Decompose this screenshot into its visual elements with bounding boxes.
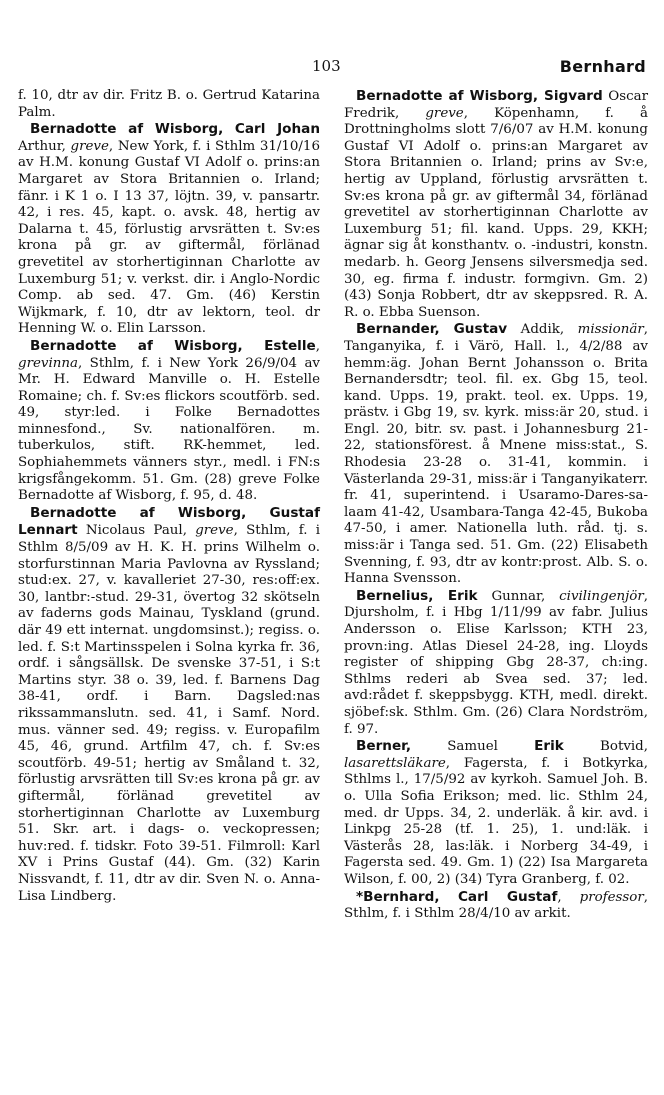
entry-text: , Köpenhamn, f. å Drottningholms slott 7/6/07 av H.M. konung Gustaf VI Adolf o. prins:an Margaret av Stora Britannien o. Irland; prins av Sv:e, hertig av Uppland, förlustig arvsrätten t. Sv:es krona på gr. av giftermål 34, förlänad grevetitel av storhertiginnan Charlotte av Luxemburg 51; fil. kand. Upps. 29, KKH; ägnar sig åt konsthantv. o. -industri, konstn. medarb. h. Georg Jensens silversmedja sed. 30, eg. firma f. industr. formgivn. Gm. 2) (43) Sonja Robbert, dtr av skeppsred. R. A. R. o. Ebba Suenson. xyxy=(344,105,648,320)
entry-given-names: , xyxy=(315,338,320,354)
entry-given-names: Addik, xyxy=(507,322,578,338)
entry-title: greve xyxy=(195,523,234,539)
biography-entry xyxy=(344,738,648,888)
biography-entry xyxy=(344,321,648,588)
entry-title: civilingenjör xyxy=(559,588,644,604)
entry-name-bold-given: Erik xyxy=(534,738,564,755)
biography-entry xyxy=(344,588,648,738)
left-column xyxy=(18,88,320,905)
entry-title: greve xyxy=(425,105,464,121)
entry-title: missionär xyxy=(577,322,644,338)
entry-title: greve xyxy=(70,138,109,154)
entry-text: , New York, f. i Sthlm 31/10/16 av H.M. konung Gustaf VI Adolf o. prins:an Margaret av Stora Britannien o. Irland; fänr. i K 1 o. I 13 37, löjtn. 39, v. pansartr. 42, i res. 45, kapt. o. avsk. 48, hertig av Dalarna t. 45, förlustig arvsrätten t. Sv:es krona på gr. av giftermål, förlänad grevetitel av storhertiginnan Charlotte av Luxemburg 51; v. verkst. dir. i Anglo-Nordic Comp. ab sed. 47. Gm. (46) Kerstin Wijkmark, f. 10, dtr av lektorn, teol. dr Henning W. o. Elin Larsson. xyxy=(18,138,320,337)
entry-given-names-2: Botvid, xyxy=(563,739,648,755)
running-head: Bernhard xyxy=(559,57,646,76)
entry-given-names: , xyxy=(557,889,580,905)
biography-entry xyxy=(344,889,648,923)
entry-given-names: Nicolaus Paul, xyxy=(77,523,196,539)
entry-text: , Fagersta, f. i Botkyrka, Sthlms l., 17/5/92 av kyrkoh. Samuel Joh. B. o. Ulla Sofia Erikson; med. lic. Sthlm 24, med. dr Upps. 34, 2. underläk. å kir. avd. i Linkpg 25-28 (tf. 1. 25), 1. und:läk. i Västerås 28, las:läk. i Norberg 34-49, i Fagersta sed. 49. Gm. 1) (22) Isa Margareta Wilson, f. 00, 2) (34) Tyra Granberg, f. 02. xyxy=(344,755,648,887)
entry-title: lasarettsläkare xyxy=(344,755,446,771)
page-number: 103 xyxy=(312,57,341,75)
entry-name: Bernadotte af Wisborg, Carl Johan xyxy=(30,121,320,138)
entry-name: Bernadotte af Wisborg, Gustaf Lennart xyxy=(18,504,320,539)
biography-entry xyxy=(18,121,320,338)
entry-text: , Djursholm, f. i Hbg 1/11/99 av fabr. Julius Andersson o. Elise Karlsson; KTH 23, provn:ing. Atlas Diesel 24-28, ing. Lloyds register of shipping Gbg 28-37, ch:ing. Sthlms rederi ab Svea sed. 37; led. avd:rådet f. skeppsbygg. KTH, medl. direkt. sjöbef:sk. Sthlm. Gm. (26) Clara Nordström, f. 97. xyxy=(344,588,648,737)
entry-name: Bernadotte af Wisborg, Estelle xyxy=(30,337,316,354)
entry-given-names: Arthur, xyxy=(18,138,71,154)
entry-text: , Sthlm, f. i New York 26/9/04 av Mr. H. Edward Manville o. H. Estelle Romaine; ch. f. Sv:es flickors scoutförb. sed. 49, styr:led. i Folke Bernadottes minnesfond., Sv. nationalfören. m. tuberkulos, stift. RK-hemmet, led. Sophiahemmets vänners styr., medl. i FN:s krigsfångekomm. 51. Gm. (28) greve Folke Bernadotte af Wisborg, f. 95, d. 48. xyxy=(18,355,320,504)
entry-name: Bernander, Gustav xyxy=(356,321,508,338)
entry-given-names: Samuel xyxy=(411,739,535,755)
entry-text: , Tanganyika, f. i Värö, Hall. l., 4/2/88 av hemm:äg. Johan Bernt Johansson o. Brita Bernandersdtr; teol. fil. ex. Gbg 15, teol. kand. Upps. 19, prakt. teol. ex. Upps. 19, prästv. i Gbg 19, sv. kyrk. miss:är 20, stud. i Engl. 20, bitr. sv. past. i Johannesburg 21-22, stationsförest. å Mnene miss:stat., S. Rhodesia 23-28 o. 31-41, kommin. i Västerlanda 29-31, miss:är i Tanganyikaterr. fr. 41, superintend. i Usaramo-Dares-sa-laam 41-42, Usambara-Tanga 42-45, Bukoba 47-50, i amer. Nationella luth. råd. tj. s. miss:är i Tanga sed. 51. Gm. (22) Elisabeth Svenning, f. 93, dtr av kontr:prost. Alb. S. o. Hanna Svensson. xyxy=(344,322,648,587)
entry-text: , Sthlm, f. i Sthlm 28/4/10 av arkit. xyxy=(344,889,649,922)
entry-text: f. 10, dtr av dir. Fritz B. o. Gertrud Katarina Palm. xyxy=(18,88,320,120)
entry-continuation xyxy=(18,88,320,121)
entry-name: Bernadotte af Wisborg, Sigvard xyxy=(356,88,603,104)
biography-entry xyxy=(18,338,320,505)
entry-title: grevinna xyxy=(18,355,78,371)
entry-name: *Bernhard, Carl Gustaf xyxy=(356,888,558,905)
right-column xyxy=(344,88,648,923)
entry-text: , Sthlm, f. i Sthlm 8/5/09 av H. K. H. prins Wilhelm o. storfurstinnan Maria Pavlovna av Ryssland; stud:ex. 27, v. kavalleriet 27-30, res:off:ex. 30, lantbr:-stud. 29-31, övertog 32 skötseln av faderns gods Mainau, Tyskland (grund. där 49 ett internat. ungdomsinst.); regiss. o. led. f. S:t Martinsspelen i Solna kyrka fr. 36, ordf. i sångsällsk. De svenske 37-51, i S:t Martins styr. 38 o. 39, led. f. Barnens Dag 38-41, ordf. i Barn. Dagsled:nas rikssammanslutn. sed. 41, i Samf. Nord. mus. vänner sed. 49; regiss. v. Europafilm 45, 46, grund. Artfilm 47, ch. f. Sv:es scoutförb. 49-51; hertig av Småland t. 32, förlustig arvsrätten till Sv:es krona på gr. av giftermål, förlänad grevetitel av storhertiginnan Charlotte av Luxemburg 51. Skr. art. i dags- o. veckopressen; huv:red. f. tidskr. Foto 39-51. Filmroll: Karl XV i Prins Gustaf (44). Gm. (32) Karin Nissvandt, f. 11, dtr av dir. Sven N. o. Anna-Lisa Lindberg. xyxy=(18,523,320,904)
entry-given-names: Gunnar, xyxy=(477,588,560,604)
biography-entry xyxy=(18,505,320,905)
page-header xyxy=(0,48,664,76)
entry-title: professor xyxy=(579,889,644,905)
biography-entry xyxy=(344,88,648,321)
entry-name: Bernelius, Erik xyxy=(356,587,478,604)
entry-name: Berner, xyxy=(356,738,412,755)
entry-given-names: Oscar Fredrik, xyxy=(344,89,648,121)
